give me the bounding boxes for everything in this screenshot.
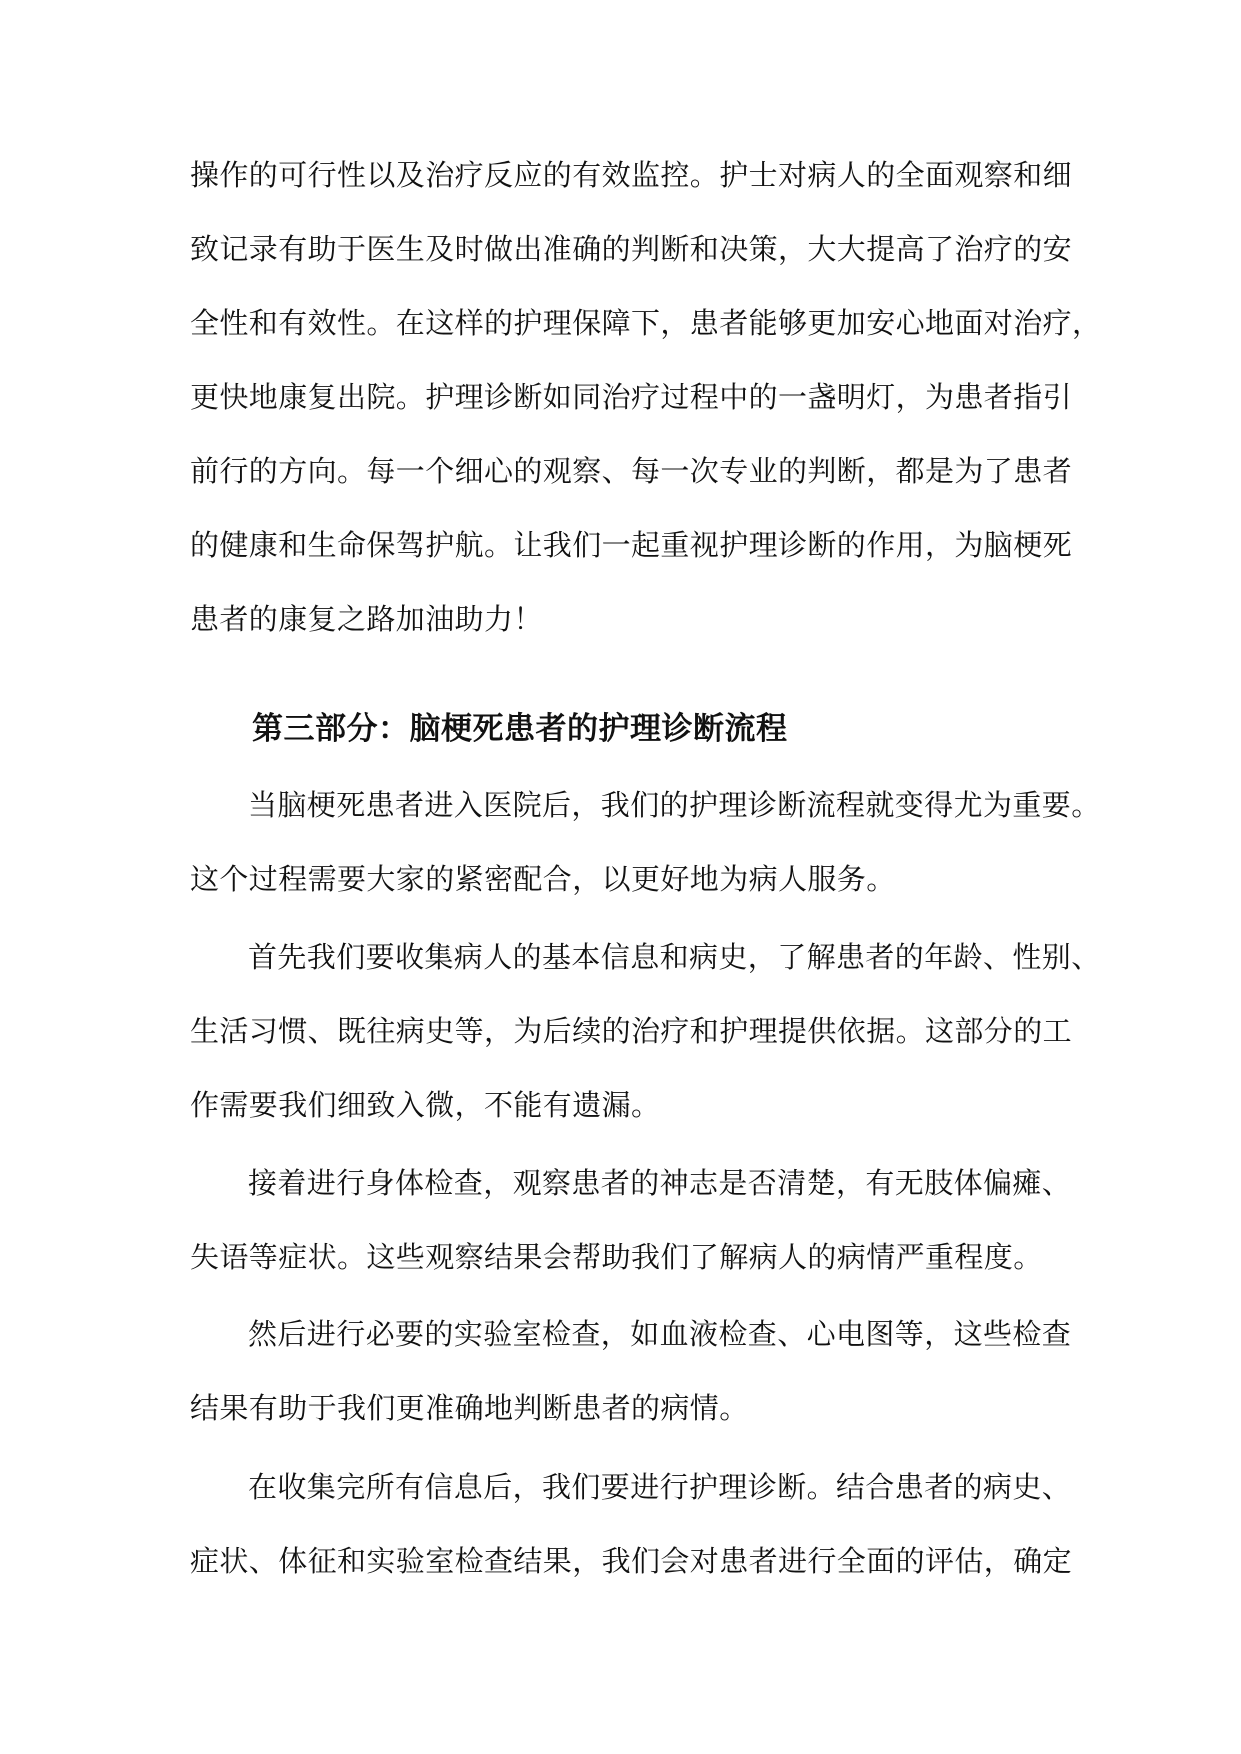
text-line: 当脑梗死患者进入医院后，我们的护理诊断流程就变得尤为重要。 [248,788,1101,822]
text-line: 的健康和生命保驾护航。让我们一起重视护理诊断的作用，为脑梗死 [190,528,1073,562]
text-line: 更快地康复出院。护理诊断如同治疗过程中的一盏明灯，为患者指引 [190,380,1073,414]
paragraph-intro-process [190,768,1101,916]
paragraph-nursing-diagnosis [190,1450,1073,1598]
text-line: 在收集完所有信息后，我们要进行护理诊断。结合患者的病史、 [248,1470,1072,1504]
text-line: 操作的可行性以及治疗反应的有效监控。护士对病人的全面观察和细 [190,158,1073,192]
paragraph-lab-tests [190,1297,1072,1445]
text-line: 首先我们要收集病人的基本信息和病史，了解患者的年龄、性别、 [248,940,1101,974]
paragraph-physical-exam [190,1146,1072,1294]
text-line: 前行的方向。每一个细心的观察、每一次专业的判断，都是为了患者 [190,454,1073,488]
text-line: 这个过程需要大家的紧密配合，以更好地为病人服务。 [190,862,896,896]
intro-paragraph [190,138,1102,656]
text-line: 致记录有助于医生及时做出准确的判断和决策，大大提高了治疗的安 [190,232,1073,266]
text-line: 接着进行身体检查，观察患者的神志是否清楚，有无肢体偏瘫、 [248,1166,1072,1200]
text-line: 失语等症状。这些观察结果会帮助我们了解病人的病情严重程度。 [190,1240,1043,1274]
paragraph-collect-info [190,920,1101,1142]
text-line: 然后进行必要的实验室检查，如血液检查、心电图等，这些检查 [248,1317,1072,1351]
text-line: 作需要我们细致入微，不能有遗漏。 [190,1088,661,1122]
section-heading: 第三部分：脑梗死患者的护理诊断流程 [252,711,788,747]
text-line: 全性和有效性。在这样的护理保障下，患者能够更加安心地面对治疗， [190,306,1102,340]
text-line: 结果有助于我们更准确地判断患者的病情。 [190,1391,749,1425]
text-line: 症状、体征和实验室检查结果，我们会对患者进行全面的评估，确定 [190,1544,1073,1578]
text-line: 生活习惯、既往病史等，为后续的治疗和护理提供依据。这部分的工 [190,1014,1073,1048]
text-line: 患者的康复之路加油助力！ [190,602,543,636]
